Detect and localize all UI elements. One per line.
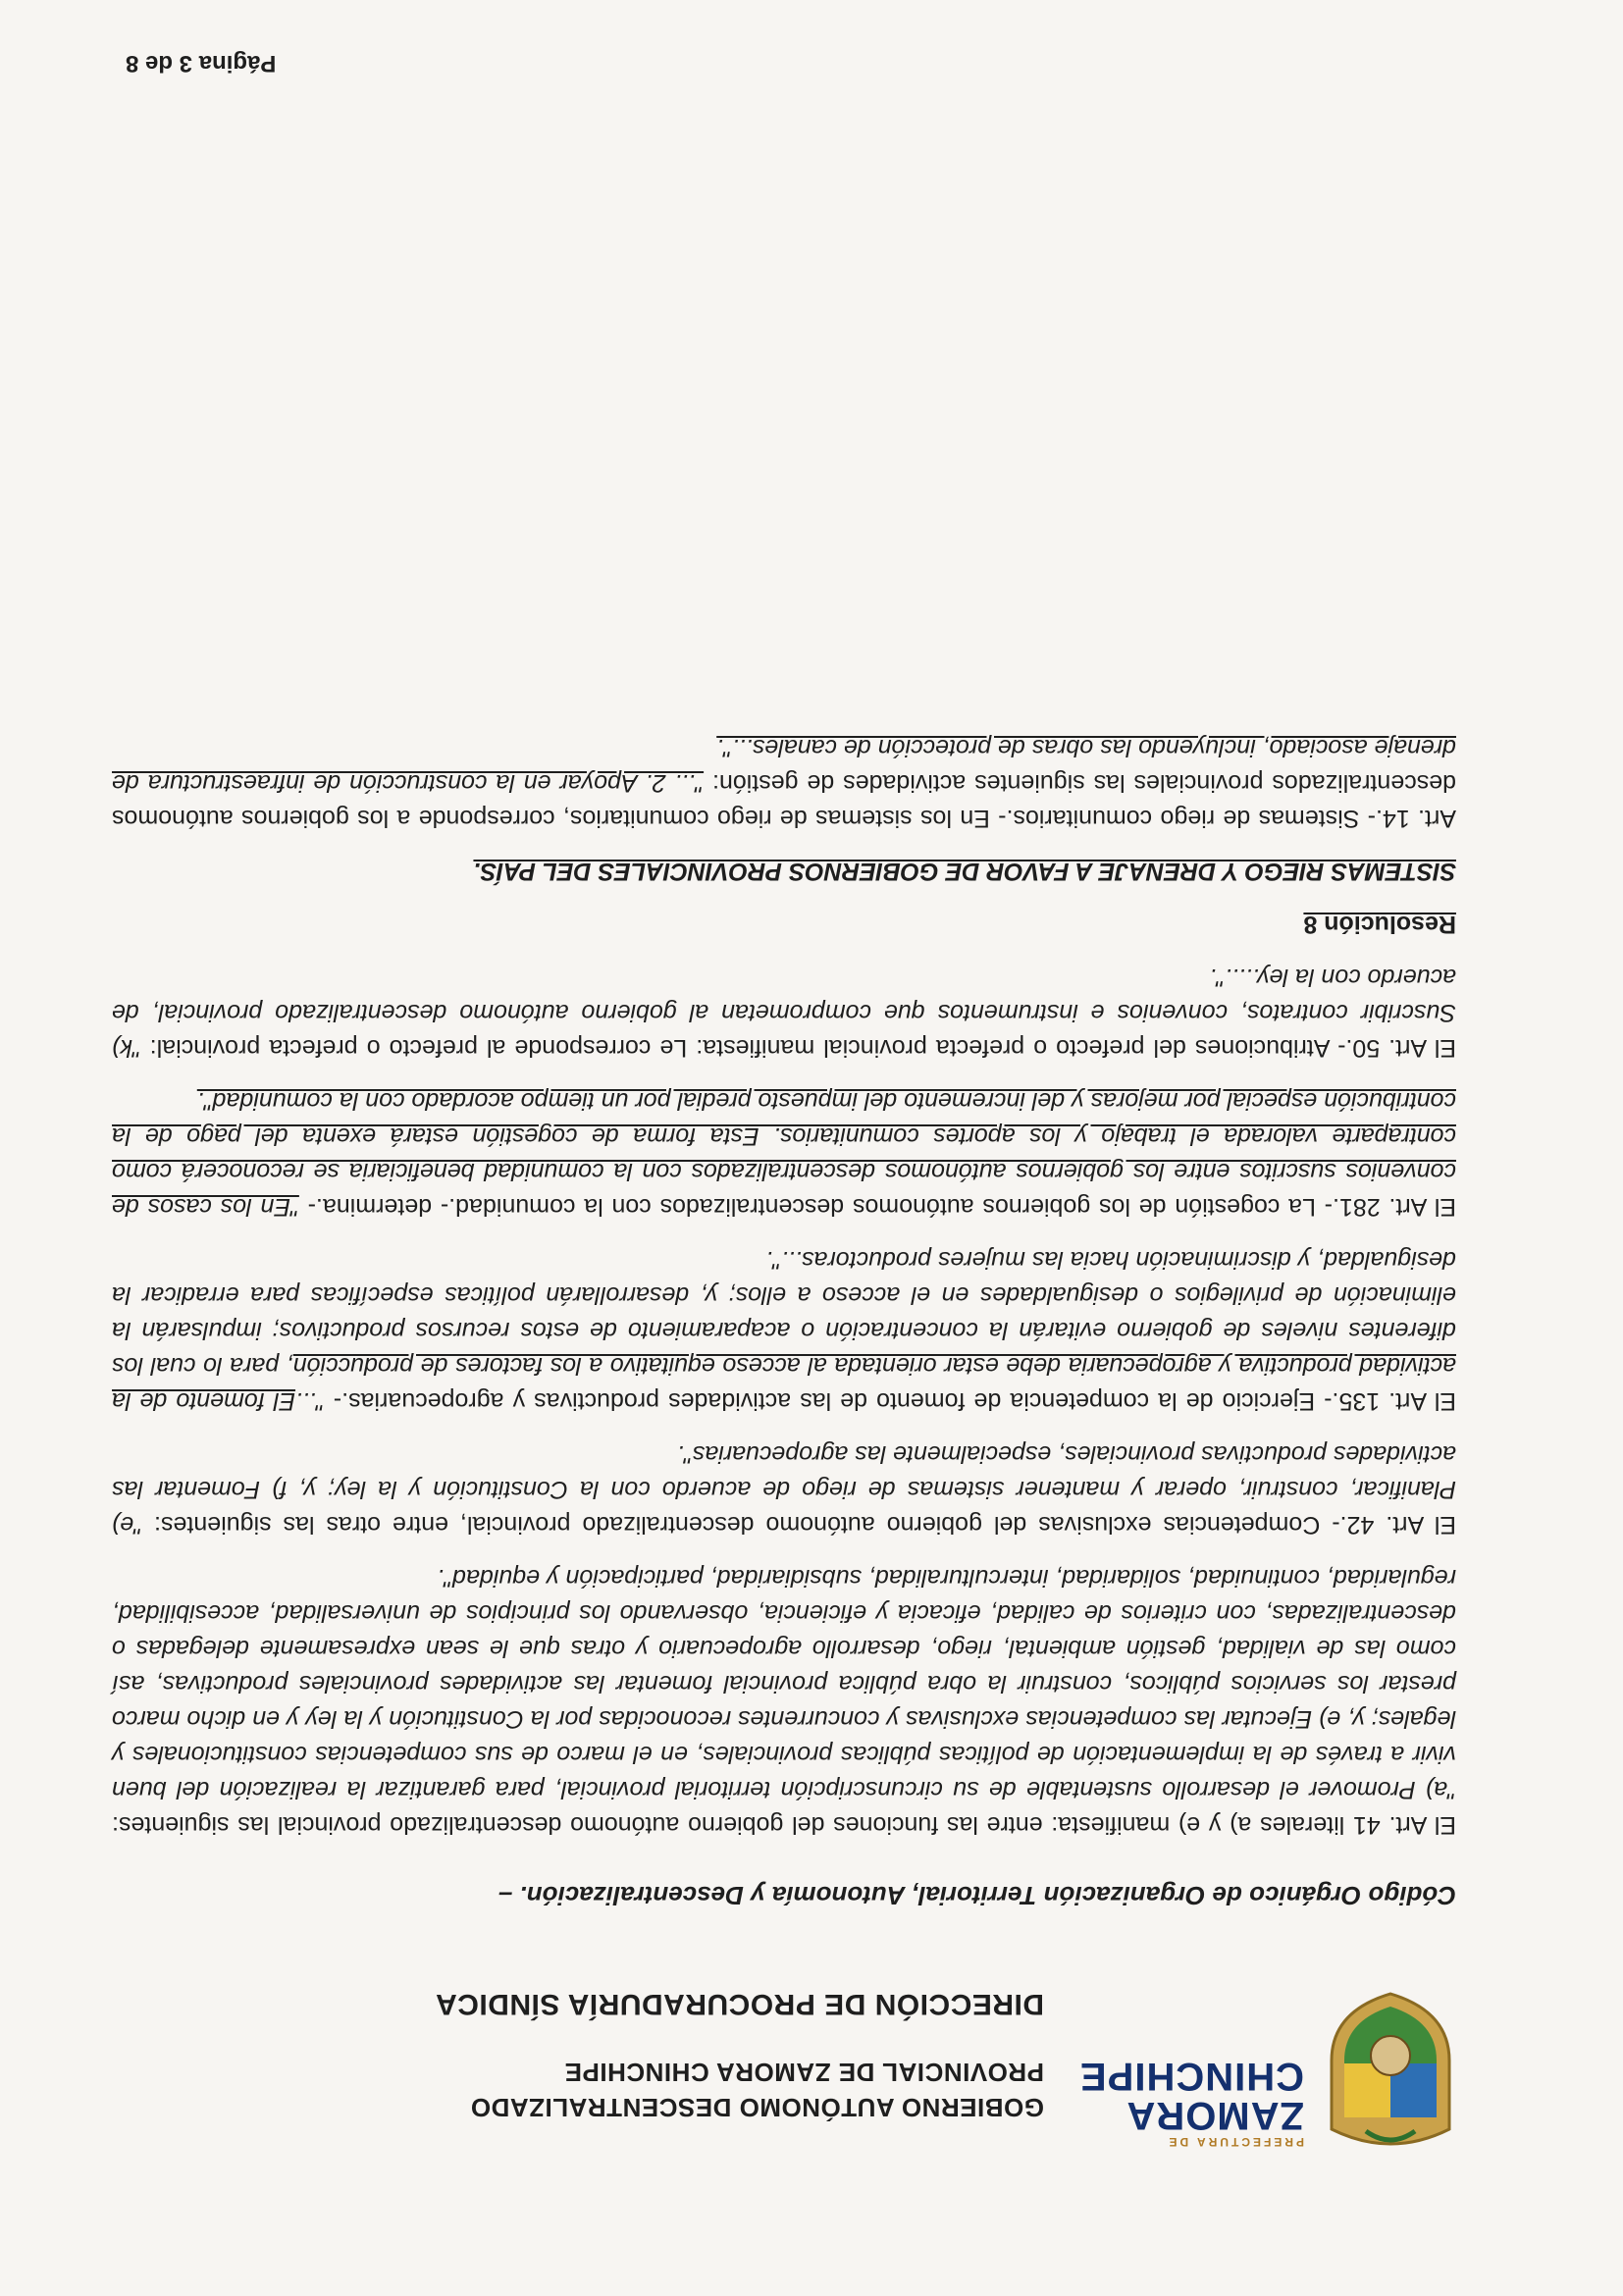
paragraph-art-50 [112,960,1456,1066]
art-281-quote: "En los casos de convenios suscritos entre los gobiernos autónomos descentralizados con la comunidad beneficiaria se reconocerá como contraparte valorada el trabajo y los aportes comunitarios. Esta forma de cogestión estará exenta del pago de la contribución especial por mejoras y del incremento del impuesto predial por un tiempo acordado con la comunidad". [112,1087,1456,1221]
art-135-quote-underlined: El fomento de la actividad productiva y agropecuaria debe estar orientada al acceso equitativo a los factores de producción [112,1352,1456,1415]
paragraph-art-42 [112,1436,1456,1542]
paragraph-art-135 [112,1242,1456,1419]
art-14-quote: "... 2. Apoyar en la construcción de infraestructura de drenaje asociado, incluyendo las obras de protección de canales...". [112,734,1456,797]
art-42-text: El Art. 42.- Competencias exclusivas del gobierno autónomo descentralizado provincial, entre otras las siguientes: [142,1511,1456,1539]
institution-title [122,1986,1044,2125]
resolution-label [112,907,1456,942]
section-title-paragraph [112,854,1456,889]
art-14-text: Art. 14.- Sistemas de riego comunitarios.- En los sistemas de riego comunitarios, corresponde a los gobiernos autónomos descentralizados provinciales las siguientes actividades de gestión: [112,769,1456,832]
paragraph-art-14 [112,730,1456,836]
page-number: Página 3 de 8 [126,50,277,77]
brand-small-text: PREFECTURA DE [1166,2135,1304,2149]
art-281-text: El Art. 281.- La cogestión de los gobiernos autónomos descentralizados con la comunidad.- determina.- [298,1193,1456,1221]
brand-wordmark [1069,2057,1304,2149]
institution-line-1: GOBIERNO AUTÓNOMO DESCENTRALIZADO [470,2093,1044,2122]
document-body [112,712,1456,1913]
art-41-text: El Art. 41 literales a) y e) manifiesta: entre las funciones del gobierno autónomo descentralizado provincial las siguientes: [112,1811,1456,1839]
provincial-seal-logo [1317,1992,1464,2159]
brand-line-1: ZAMORA [1126,2094,1304,2137]
art-135-text: El Art. 135.- Ejercicio de la competencia de fomento de las actividades productivas y agropecuarias.- [324,1387,1456,1415]
art-135-quote-rest: , para lo cual los diferentes niveles de gobierno evitarán la concentración o acaparamiento de estos recursos productivos; impulsarán la eliminación de privilegios o desigualdades en el acceso a ellos; y, desarrollarán políticas específicas para erradicar la desigualdad, y discriminación hacia las mujeres productoras...". [112,1246,1456,1380]
letterhead [82,1933,1476,2159]
direction-title: DIRECCIÓN DE PROCURADURÍA SÍNDICA [435,1988,1044,2020]
irrigation-section-title: SISTEMAS RIEGO Y DRENAJE A FAVOR DE GOBIERNOS PROVINCIALES DEL PAÍS. [473,858,1456,885]
brand-line-2: CHINCHIPE [1078,2055,1304,2098]
art-50-quote: "k) Suscribir contratos, convenios e instrumentos que comprometan al gobierno autónomo descentralizado provincial, de acuerdo con la ley.....". [112,964,1456,1062]
art-42-quote: "e) Planificar, construir, operar y mantener sistemas de riego de acuerdo con la Constitución y la ley; y, f) Fomentar las actividades productivas provinciales, especialmente las agropecuarias". [112,1440,1456,1539]
resolution-number: Resolución 8 [1303,911,1456,938]
art-41-quote: "a) Promover el desarrollo sustentable de su circunscripción territorial provincial, para garantizar la realización del buen vivir a través de la implementación de políticas públicas provinciales, en el marco de sus competencias constitucionales y legales; y, e) Ejecutar las competencias exclusivas y concurrentes reconocidas por la Constitución y la ley y en dicho marco prestar los servicios públicos, construir la obra pública provincial fomentar las actividades provinciales productivas, así como las de vialidad, gestión ambiental, riego, desarrollo agropecuario y otras que le sean expresamente delegadas o descentralizadas, con criterios de calidad, eficacia y eficiencia, observando los principios de universalidad, accesibilidad, regularidad, continuidad, solidaridad, interculturalidad, subsidiaridad, participación y equidad". [112,1564,1456,1803]
section-heading: Código Orgánico de Organización Territorial, Autonomía y Descentralización. – [497,1881,1456,1910]
art-135-quote-open: "... [295,1387,325,1415]
paragraph-art-281 [112,1083,1456,1225]
art-50-text: El Art. 50.- Atribuciones del prefecto o prefecta provincial manifiesta: Le corresponde al prefecto o prefecta provincial: [140,1034,1456,1062]
institution-line-2: PROVINCIAL DE ZAMORA CHINCHIPE [564,2058,1044,2087]
paragraph-art-41 [112,1560,1456,1843]
